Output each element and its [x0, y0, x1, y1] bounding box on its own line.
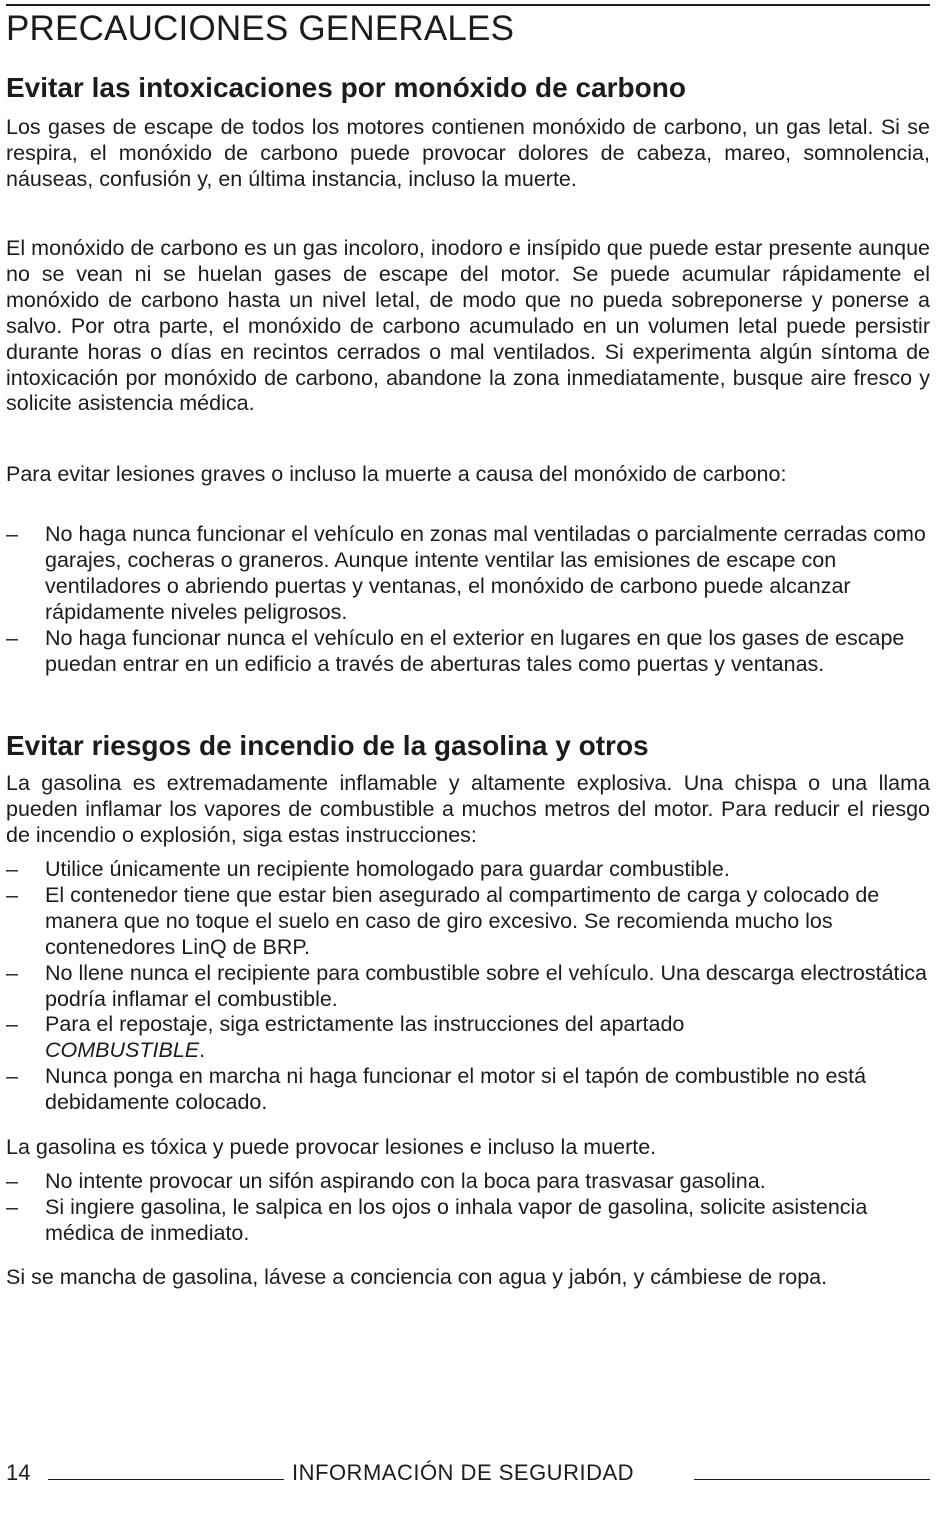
- paragraph-gasoline-toxic: [6, 1135, 930, 1161]
- list-item-text: No llene nunca el recipiente para combustible sobre el vehículo. Una descarga electrostática podría inflamar el combustible.: [45, 960, 928, 1011]
- dash-bullet: –: [6, 1064, 18, 1089]
- paragraph-gasoline-flammable: [6, 771, 930, 849]
- section-carbon-monoxide: [6, 72, 930, 104]
- list-item: [6, 1012, 930, 1064]
- list-item-period: .: [199, 1038, 206, 1063]
- section-heading-fire-risk: Evitar riesgos de incendio de la gasolina y otros: [6, 730, 649, 761]
- dash-bullet: –: [6, 1194, 18, 1219]
- list-item-text: Si ingiere gasolina, le salpica en los ojos o inhala vapor de gasolina, solicite asistencia médica de inmediato.: [45, 1194, 868, 1245]
- footer-rule-left: [48, 1479, 284, 1480]
- list-item: [6, 1195, 930, 1247]
- list-item: [6, 883, 930, 961]
- list-item-text: No intente provocar un sifón aspirando con la boca para trasvasar gasolina.: [45, 1169, 766, 1193]
- paragraph: La gasolina es extremadamente inflamable y altamente explosiva. Una chispa o una llama pueden inflamar los vapores de combustible a muchos metros del motor. Para reducir el riesgo de incendio o explosión, siga estas instrucciones:: [6, 771, 930, 847]
- paragraph: El monóxido de carbono es un gas incoloro, inodoro e insípido que puede estar presente aunque no se vean ni se huelan gases de escape del motor. Se puede acumular rápidamente el monóxido de carbono hasta un nivel letal, de modo que no pueda sobreponerse y ponerse a salvo. Por otra parte, el monóxido de carbono acumulado en un volumen letal puede persistir durante horas o días en recintos cerrados o mal ventilados. Si experimenta algún síntoma de intoxicación por monóxido de carbono, abandone la zona inmediatamente, busque aire fresco y solicite asistencia médica.: [6, 236, 930, 416]
- list-item-text: El contenedor tiene que estar bien asegurado al compartimento de carga y colocado de manera que no toque el suelo en caso de giro excesivo. Se recomienda mucho los contenedores LinQ de BRP.: [45, 882, 880, 959]
- list-item-text: Utilice únicamente un recipiente homologado para guardar combustible.: [45, 857, 730, 881]
- page-title: PRECAUCIONES GENERALES: [6, 9, 515, 48]
- paragraph: Para evitar lesiones graves o incluso la muerte a causa del monóxido de carbono:: [6, 462, 787, 486]
- section-heading-carbon-monoxide: Evitar las intoxicaciones por monóxido de carbono: [6, 72, 686, 103]
- paragraph: Los gases de escape de todos los motores contienen monóxido de carbono, un gas letal. Si se respira, el monóxido de carbono puede provocar dolores de cabeza, mareo, somnolencia, náuseas, confusión y, en última instancia, incluso la muerte.: [6, 115, 930, 191]
- page-footer: [6, 1458, 930, 1488]
- section-fire-risk: [6, 730, 930, 762]
- list-item: [6, 1169, 930, 1195]
- paragraph-co-intro: [6, 115, 930, 193]
- list-item: [6, 1064, 930, 1116]
- dash-bullet: –: [6, 522, 18, 546]
- list-item: [6, 857, 930, 883]
- section-reference-link: COMBUSTIBLE: [45, 1038, 200, 1063]
- top-rule: [6, 4, 930, 6]
- dash-bullet: –: [6, 857, 18, 881]
- paragraph: Si se mancha de gasolina, lávese a conciencia con agua y jabón, y cámbiese de ropa.: [6, 1265, 828, 1289]
- list-co-precautions: [6, 522, 930, 677]
- list-item: [6, 961, 930, 1013]
- footer-rule-right: [694, 1479, 930, 1480]
- dash-bullet: –: [6, 882, 18, 907]
- list-item-text: Nunca ponga en marcha ni haga funcionar el motor si el tapón de combustible no está debidamente colocado.: [45, 1064, 867, 1115]
- page-number: 14: [6, 1460, 31, 1485]
- list-item: [6, 522, 930, 626]
- footer-title: INFORMACIÓN DE SEGURIDAD: [292, 1460, 635, 1485]
- list-fire-precautions: [6, 857, 930, 1116]
- dash-bullet: –: [6, 625, 18, 650]
- dash-bullet: –: [6, 960, 18, 985]
- dash-bullet: –: [6, 1012, 18, 1037]
- list-item-text: No haga funcionar nunca el vehículo en el exterior en lugares en que los gases de escape puedan entrar en un edificio a través de aberturas tales como puertas y ventanas.: [45, 625, 905, 676]
- paragraph-gasoline-stain: [6, 1265, 930, 1291]
- list-item-text: No haga nunca funcionar el vehículo en zonas mal ventiladas o parcialmente cerradas como garajes, cocheras o graneros. Aunque intente ventilar las emisiones de escape con ventiladores o abriendo puertas y ventanas, el monóxido de carbono puede alcanzar rápidamente niveles peligrosos.: [45, 522, 926, 624]
- list-item-text: Para el repostaje, siga estrictamente las instrucciones del apartado: [45, 1012, 685, 1037]
- paragraph-co-prevent: [6, 462, 930, 488]
- paragraph-co-details: [6, 236, 930, 417]
- list-item: [6, 626, 930, 678]
- dash-bullet: –: [6, 1169, 18, 1193]
- list-toxic-precautions: [6, 1169, 930, 1247]
- paragraph: La gasolina es tóxica y puede provocar lesiones e incluso la muerte.: [6, 1135, 657, 1159]
